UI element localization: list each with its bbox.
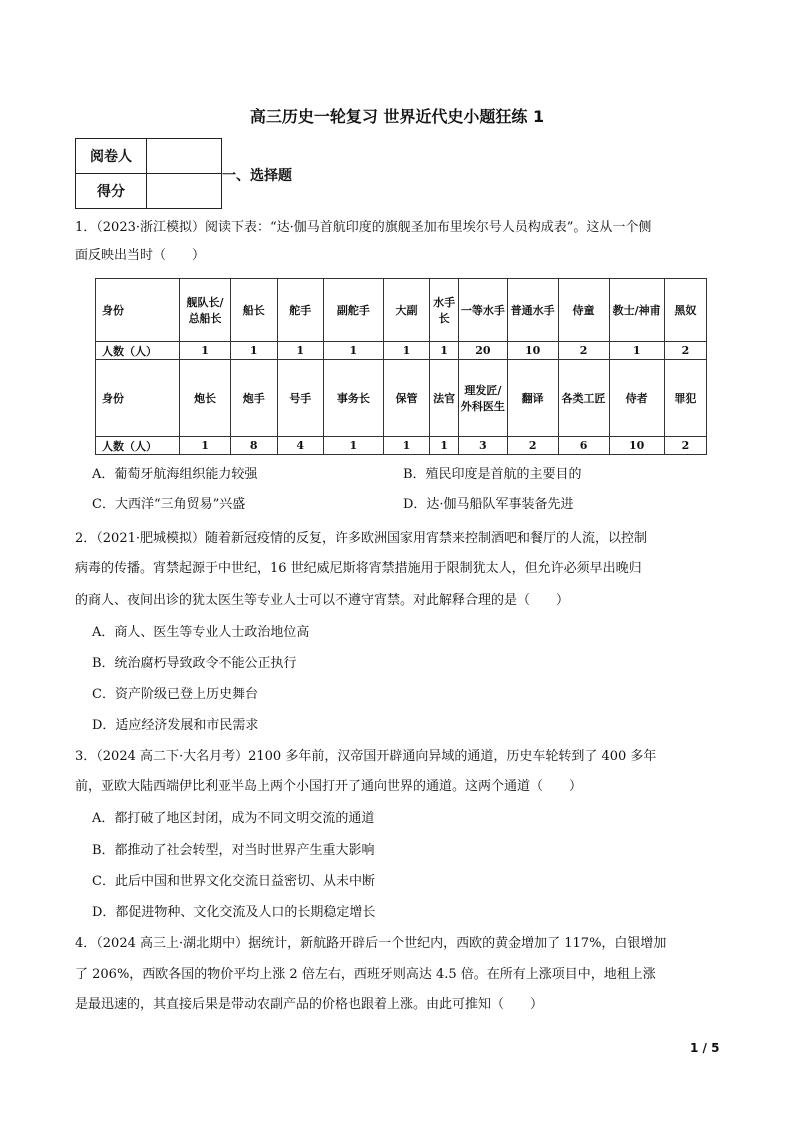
table-cell-count: 4 — [277, 437, 323, 455]
q1-option-a[interactable]: A．葡萄牙航海组织能力较强 — [92, 467, 258, 482]
table-cell-count: 1 — [180, 437, 231, 455]
table-cell-count: 1 — [180, 342, 231, 360]
score-label: 得分 — [76, 174, 147, 209]
q1-option-b[interactable]: B．殖民印度是首航的主要目的 — [403, 467, 582, 482]
table-cell-count: 10 — [507, 342, 558, 360]
table-cell-count: 1 — [430, 342, 459, 360]
q3-option-c[interactable]: C．此后中国和世界文化交流日益密切、从未中断 — [92, 874, 375, 889]
table-cell-role: 各类工匠 — [558, 360, 609, 437]
q2-option-c[interactable]: C．资产阶级已登上历史舞台 — [92, 687, 258, 702]
q1-stem-line1: 1．（2023·浙江模拟）阅读下表：“达·伽马首航印度的旗舰圣加布里埃尔号人员构成表”。这从一个侧 — [75, 220, 652, 235]
table-cell-role: 一等水手 — [459, 279, 508, 342]
table-cell-count: 10 — [609, 437, 664, 455]
table-cell-count: 2 — [507, 437, 558, 455]
table-cell-role: 大副 — [383, 279, 429, 342]
page-number: 1 / 5 — [690, 1041, 720, 1055]
q3-option-d[interactable]: D．都促进物种、文化交流及人口的长期稳定增长 — [92, 905, 376, 920]
table-cell-count: 1 — [383, 437, 429, 455]
q4-stem-line2: 了 206%，西欧各国的物价平均上涨 2 倍左右，西班牙则高达 4.5 倍。在所有上涨项目中，地租上涨 — [75, 967, 656, 982]
q2-option-a[interactable]: A．商人、医生等专业人士政治地位高 — [92, 625, 310, 640]
table-cell-role: 保管 — [383, 360, 429, 437]
table-cell-count: 2 — [558, 342, 609, 360]
q2-stem-line1: 2．（2021·肥城模拟）随着新冠疫情的反复，许多欧洲国家用宵禁来控制酒吧和餐厅的人流，以控制 — [75, 531, 647, 546]
table-cell-role: 翻译 — [507, 360, 558, 437]
section-title: 一、选择题 — [222, 168, 292, 184]
table-cell-count: 8 — [231, 437, 277, 455]
table-cell-count: 1 — [323, 342, 383, 360]
q1-stem-line2: 面反映出当时（ ） — [75, 248, 206, 263]
table-cell-count: 1 — [323, 437, 383, 455]
table-cell-role: 事务长 — [323, 360, 383, 437]
table-cell-role: 理发匠/外科医生 — [459, 360, 508, 437]
table-cell-count: 2 — [664, 342, 706, 360]
table-cell-role: 黑奴 — [664, 279, 706, 342]
table-row-head: 身份 — [96, 279, 180, 342]
q2-stem-line3: 的商人、夜间出诊的犹太医生等专业人士可以不遵守宵禁。对此解释合理的是（ ） — [75, 593, 570, 608]
reviewer-field[interactable] — [147, 139, 222, 174]
table-row-head: 人数（人） — [96, 342, 180, 360]
q2-option-b[interactable]: B．统治腐朽导致政令不能公正执行 — [92, 656, 297, 671]
table-cell-count: 1 — [430, 437, 459, 455]
q3-stem-line1: 3．（2024 高二下·大名月考）2100 多年前，汉帝国开辟通向异域的通道，历史车轮转到了 400 多年 — [75, 749, 657, 764]
q2-stem-line2: 病毒的传播。宵禁起源于中世纪，16 世纪威尼斯将宵禁措施用于限制犹太人，但允许必须早出晚归 — [75, 561, 642, 576]
q4-stem-line3: 是最迅速的，其直接后果是带动农副产品的价格也跟着上涨。由此可推知（ ） — [75, 997, 544, 1012]
table-cell-role: 教士/神甫 — [609, 279, 664, 342]
table-cell-role: 法官 — [430, 360, 459, 437]
table-cell-role: 舰队长/总船长 — [180, 279, 231, 342]
table-row-head: 身份 — [96, 360, 180, 437]
q1-option-d[interactable]: D．达·伽马船队军事装备先进 — [403, 497, 574, 512]
q3-option-b[interactable]: B．都推动了社会转型，对当时世界产生重大影响 — [92, 843, 375, 858]
table-cell-role: 罪犯 — [664, 360, 706, 437]
q4-stem-line1: 4．（2024 高三上·湖北期中）据统计，新航路开辟后一个世纪内，西欧的黄金增加了 117%，白银增加 — [75, 936, 667, 951]
score-field[interactable] — [147, 174, 222, 209]
table-cell-role: 侍童 — [558, 279, 609, 342]
table-cell-role: 船长 — [231, 279, 277, 342]
table-cell-count: 1 — [231, 342, 277, 360]
table-cell-count: 1 — [383, 342, 429, 360]
table-cell-role: 舵手 — [277, 279, 323, 342]
table-cell-role: 水手长 — [430, 279, 459, 342]
table-cell-role: 侍者 — [609, 360, 664, 437]
crew-table — [95, 278, 707, 455]
grader-box — [75, 138, 222, 209]
table-cell-role: 普通水手 — [507, 279, 558, 342]
q3-option-a[interactable]: A．都打破了地区封闭，成为不同文明交流的通道 — [92, 811, 375, 826]
table-cell-role: 号手 — [277, 360, 323, 437]
q1-option-c[interactable]: C．大西洋“三角贸易”兴盛 — [92, 497, 246, 512]
table-cell-count: 20 — [459, 342, 508, 360]
table-cell-count: 3 — [459, 437, 508, 455]
table-row-head: 人数（人） — [96, 437, 180, 455]
table-cell-count: 1 — [609, 342, 664, 360]
table-cell-role: 炮长 — [180, 360, 231, 437]
q3-stem-line2: 前，亚欧大陆西端伊比利亚半岛上两个小国打开了通向世界的通道。这两个通道（ ） — [75, 779, 583, 794]
q2-option-d[interactable]: D．适应经济发展和市民需求 — [92, 718, 259, 733]
table-cell-role: 副舵手 — [323, 279, 383, 342]
table-cell-count: 2 — [664, 437, 706, 455]
table-cell-count: 6 — [558, 437, 609, 455]
reviewer-label: 阅卷人 — [76, 139, 147, 174]
table-cell-count: 1 — [277, 342, 323, 360]
table-cell-role: 炮手 — [231, 360, 277, 437]
page-title: 高三历史一轮复习 世界近代史小题狂练 1 — [249, 107, 545, 126]
